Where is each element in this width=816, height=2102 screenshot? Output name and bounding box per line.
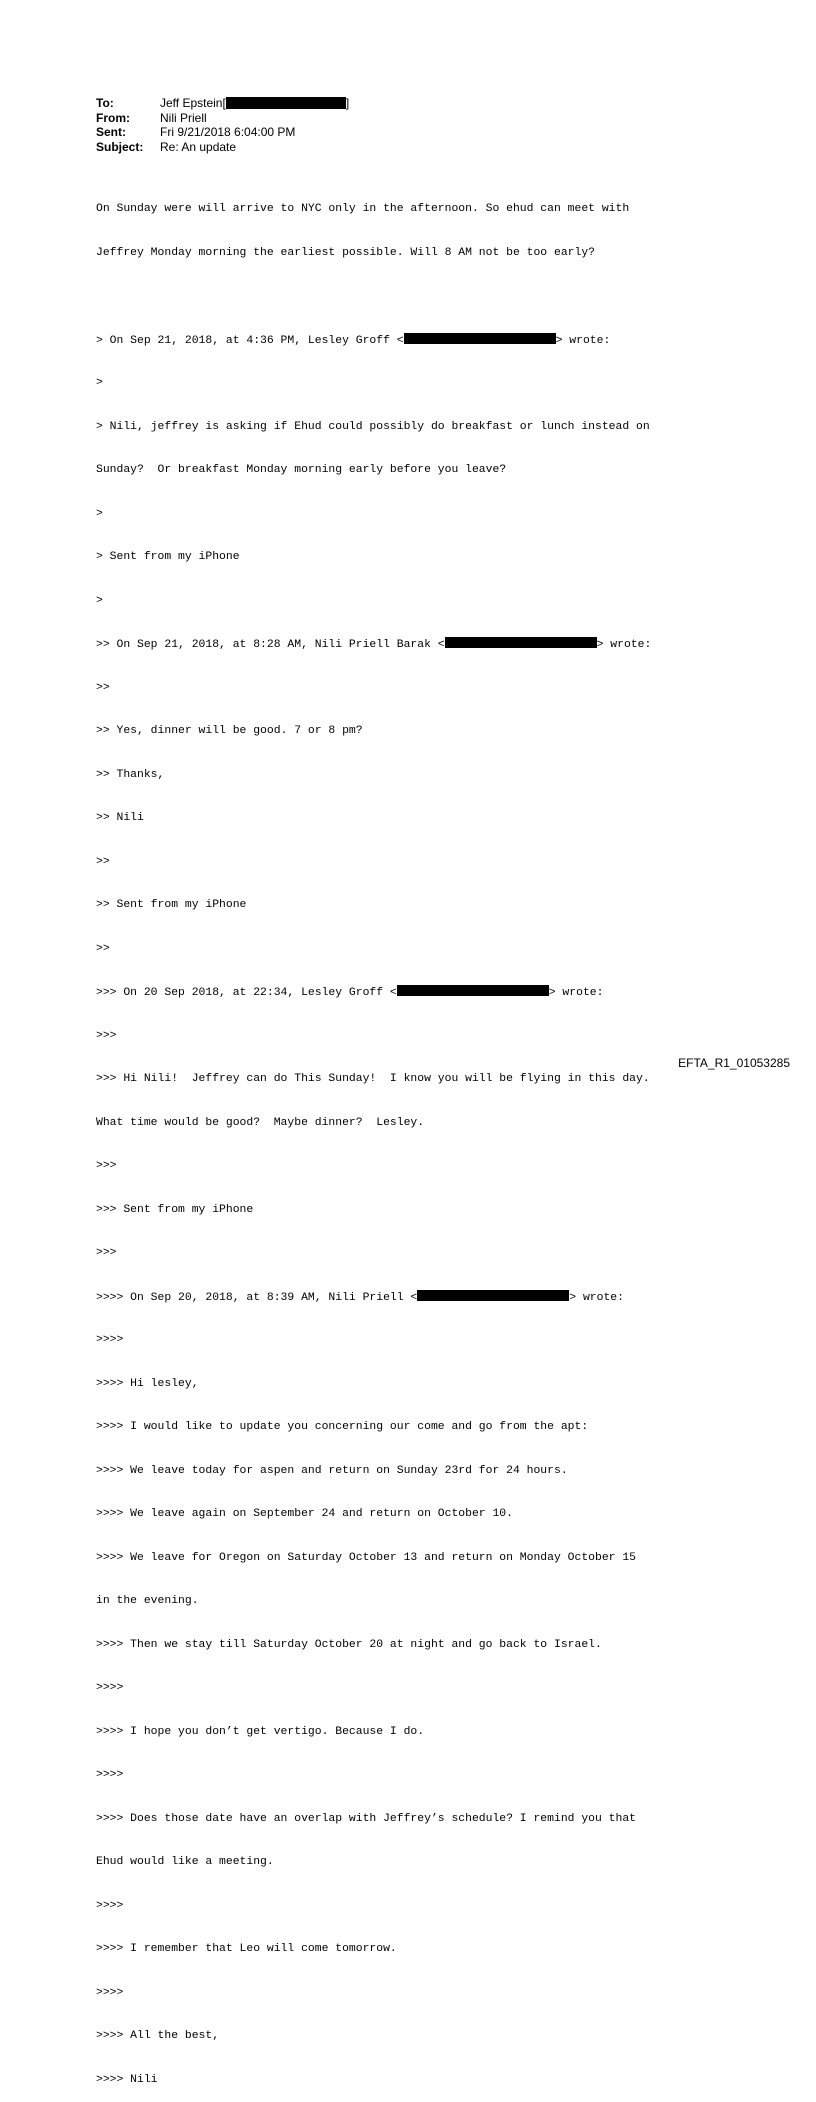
body-line: >>>>: [96, 1986, 124, 1999]
body-line: >>>>: [96, 1682, 124, 1694]
body-line: >> Nili: [96, 812, 144, 824]
quote-header-wrote: > wrote:: [555, 334, 611, 347]
body-line: >>>: [96, 1029, 117, 1042]
body-line: >>>> Hi lesley,: [96, 1377, 199, 1390]
subject-label: Subject:: [96, 139, 144, 154]
quote-header-wrote: > wrote:: [548, 987, 604, 999]
body-line: >: [96, 377, 103, 389]
redaction-box: [404, 333, 556, 344]
body-line: >>> Hi Nili! Jeffrey can do This Sunday! I know you will be flying in this day.: [96, 1073, 650, 1085]
body-line: Sunday? Or breakfast Monday morning early before you leave?: [96, 464, 507, 476]
body-line: >>: [96, 855, 110, 868]
body-line: >>>> Does those date have an overlap with Jeffrey’s schedule? I remind you that: [96, 1812, 637, 1825]
body-line: >>>> All the best,: [96, 2030, 220, 2042]
to-row: [96, 96, 349, 111]
quote-header-text: >>> On 20 Sep 2018, at 22:34, Lesley Groff <: [96, 987, 397, 999]
quote-header-wrote: > wrote:: [569, 1291, 624, 1304]
body-line: >>>> We leave today for aspen and return on Sunday 23rd for 24 hours.: [96, 1464, 568, 1477]
quote-header-line: [96, 985, 756, 1000]
body-line: >>>> We leave again on September 24 and return on October 10.: [96, 1508, 513, 1520]
body-line: Jeffrey Monday morning the earliest possible. Will 8 AM not be too early?: [96, 246, 595, 259]
body-line: >>>>: [96, 1334, 124, 1346]
body-line: in the evening.: [96, 1595, 199, 1607]
body-line: >>>: [96, 1160, 117, 1172]
body-line: >>>> Nili: [96, 2073, 158, 2086]
body-line: >>>> I remember that Leo will come tomorrow.: [96, 1943, 397, 1955]
from-row: [96, 111, 349, 126]
sent-value: Fri 9/21/2018 6:04:00 PM: [160, 125, 296, 140]
subject-row: [96, 140, 349, 155]
redaction-box: [417, 1290, 569, 1301]
body-line: >> Thanks,: [96, 768, 165, 781]
quote-header-line: [96, 333, 756, 348]
body-line: >>: [96, 681, 110, 694]
body-line: On Sunday were will arrive to NYC only in the afternoon. So ehud can meet with: [96, 203, 630, 215]
email-body: [96, 173, 756, 2102]
email-header: [96, 96, 349, 154]
body-line: [96, 289, 756, 304]
quote-header-wrote: > wrote:: [596, 639, 652, 651]
body-line: > Sent from my iPhone: [96, 551, 240, 563]
body-line: >>>>: [96, 1899, 124, 1912]
body-line: >>>> Then we stay till Saturday October 20 at night and go back to Israel.: [96, 1638, 602, 1651]
body-line: >>: [96, 942, 110, 955]
body-line: >>>> We leave for Oregon on Saturday October 13 and return on Monday October 15: [96, 1551, 637, 1564]
sent-row: [96, 125, 349, 140]
redaction-box: [445, 637, 597, 648]
quote-header-text: >>>> On Sep 20, 2018, at 8:39 AM, Nili Priell <: [96, 1291, 418, 1304]
from-label: From:: [96, 110, 130, 125]
quote-header-text: >> On Sep 21, 2018, at 8:28 AM, Nili Priell Barak <: [96, 639, 445, 651]
body-line: >>>> I would like to update you concerning our come and go from the apt:: [96, 1421, 589, 1433]
body-line: >>>: [96, 1247, 117, 1259]
to-label: To:: [96, 96, 114, 110]
body-line: >>>>: [96, 1769, 124, 1781]
body-line: >>> Sent from my iPhone: [96, 1203, 254, 1216]
quote-header-line: [96, 1290, 756, 1305]
subject-value: Re: An update: [160, 139, 237, 154]
body-line: >> Sent from my iPhone: [96, 899, 247, 911]
redaction-box: [397, 985, 549, 996]
document-id: EFTA_R1_01053285: [678, 1056, 790, 1070]
redaction-box: [226, 97, 346, 109]
body-line: >: [96, 507, 103, 520]
quote-header-line: [96, 637, 756, 652]
to-close: ]: [345, 96, 350, 110]
body-line: >: [96, 594, 103, 607]
sent-label: Sent:: [96, 125, 126, 140]
quote-header-text: > On Sep 21, 2018, at 4:36 PM, Lesley Groff <: [96, 334, 404, 347]
body-line: >>>> I hope you don’t get vertigo. Because I do.: [96, 1725, 425, 1738]
body-line: >> Yes, dinner will be good. 7 or 8 pm?: [96, 725, 363, 737]
to-value: Jeff Epstein[: [160, 96, 226, 110]
body-line: Ehud would like a meeting.: [96, 1856, 274, 1868]
from-value: Nili Priell: [160, 110, 207, 125]
body-line: What time would be good? Maybe dinner? Lesley.: [96, 1116, 425, 1129]
body-line: > Nili, jeffrey is asking if Ehud could possibly do breakfast or lunch instead on: [96, 420, 650, 433]
